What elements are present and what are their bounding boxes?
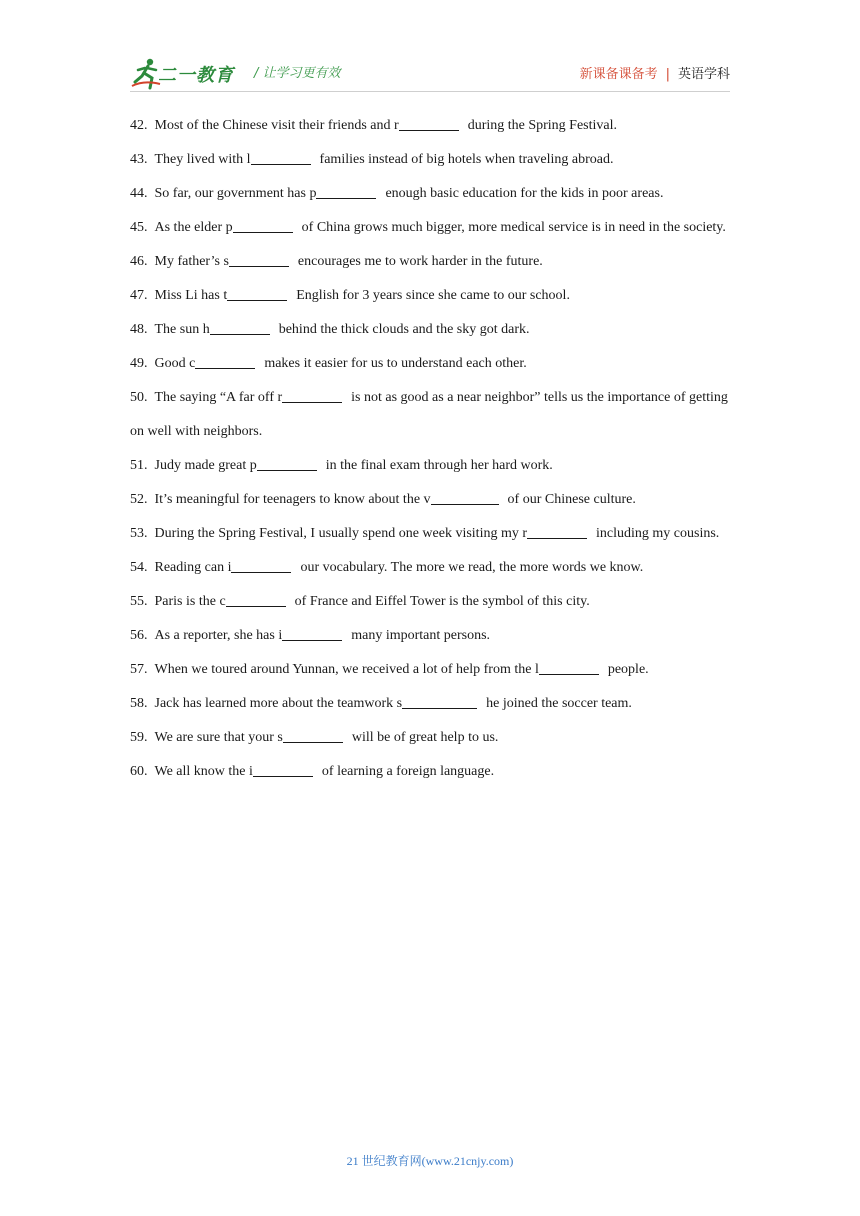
item-text-before: Judy made great p	[154, 458, 257, 473]
page-footer: 21 世纪教育网(www.21cnjy.com)	[346, 1154, 514, 1168]
exercise-item	[130, 347, 734, 381]
exercise-item	[130, 721, 734, 755]
header-right	[580, 63, 730, 82]
item-number: 49.	[130, 356, 148, 371]
exercise-item	[130, 687, 734, 721]
answer-blank[interactable]	[539, 659, 599, 675]
item-text-after: will be of great help to us.	[351, 730, 499, 745]
item-text-after: English for 3 years since she came to our school.	[296, 288, 570, 303]
item-text-after: in the final exam through her hard work.	[325, 458, 553, 473]
exercise-item	[130, 109, 734, 143]
item-number: 57.	[130, 662, 148, 677]
exercise-item	[130, 585, 734, 619]
answer-blank[interactable]	[282, 387, 342, 403]
item-number: 59.	[130, 730, 148, 745]
answer-blank[interactable]	[282, 625, 342, 641]
answer-blank[interactable]	[257, 455, 317, 471]
exercise-item	[130, 245, 734, 279]
page-header	[130, 56, 730, 92]
item-text-before: So far, our government has p	[154, 186, 317, 201]
answer-blank[interactable]	[251, 149, 311, 165]
answer-blank[interactable]	[231, 557, 291, 573]
item-text-before: My father’s s	[154, 254, 229, 269]
item-text-after: during the Spring Festival.	[467, 118, 618, 133]
item-number: 54.	[130, 560, 148, 575]
item-text-after: encourages me to work harder in the future.	[297, 254, 543, 269]
answer-blank[interactable]	[195, 353, 255, 369]
item-text-after: behind the thick clouds and the sky got dark.	[278, 322, 530, 337]
answer-blank[interactable]	[210, 319, 270, 335]
exercise-item	[130, 143, 734, 177]
item-number: 44.	[130, 186, 148, 201]
item-text-after: enough basic education for the kids in poor areas.	[385, 186, 664, 201]
exercise-item	[130, 551, 734, 585]
answer-blank[interactable]	[431, 489, 499, 505]
item-text-before: The sun h	[154, 322, 210, 337]
item-text-before: Paris is the c	[154, 594, 226, 609]
item-text-after: of learning a foreign language.	[321, 764, 495, 779]
answer-blank[interactable]	[253, 761, 313, 777]
exercise-item	[130, 177, 734, 211]
answer-blank[interactable]	[402, 693, 477, 709]
item-number: 51.	[130, 458, 148, 473]
slogan: / 让学习更有效	[254, 66, 341, 81]
answer-blank[interactable]	[527, 523, 587, 539]
item-text-before: We are sure that your s	[154, 730, 283, 745]
item-text-after: he joined the soccer team.	[486, 696, 632, 711]
item-number: 52.	[130, 492, 148, 507]
logo-text: 二一教育	[158, 65, 234, 86]
item-text-after: many important persons.	[351, 628, 491, 643]
item-number: 45.	[130, 220, 148, 235]
answer-blank[interactable]	[399, 115, 459, 131]
item-text-before: As the elder p	[154, 220, 233, 235]
exercise-item	[130, 449, 734, 483]
item-number: 50.	[130, 390, 148, 405]
item-number: 56.	[130, 628, 148, 643]
answer-blank[interactable]	[283, 727, 343, 743]
exercise-item	[130, 211, 734, 245]
item-number: 42.	[130, 118, 148, 133]
item-text-before: As a reporter, she has i	[154, 628, 283, 643]
item-number: 48.	[130, 322, 148, 337]
item-text-after: is not as good as a near neighbor” tells us the importance of getting on well with neighbors.	[130, 390, 728, 439]
item-text-before: Jack has learned more about the teamwork s	[154, 696, 403, 711]
header-separator: |	[665, 67, 670, 82]
subject-label: 英语学科	[677, 67, 730, 82]
item-text-before: Most of the Chinese visit their friends and r	[154, 118, 399, 133]
item-text-before: During the Spring Festival, I usually spend one week visiting my r	[154, 526, 528, 541]
logo	[130, 56, 240, 92]
exercise-item	[130, 653, 734, 687]
item-number: 58.	[130, 696, 148, 711]
exercise-item	[130, 517, 734, 551]
item-text-after: makes it easier for us to understand each other.	[264, 356, 527, 371]
exercise-item	[130, 381, 734, 449]
item-number: 60.	[130, 764, 148, 779]
answer-blank[interactable]	[233, 217, 293, 233]
item-text-before: They lived with l	[154, 152, 251, 167]
item-number: 47.	[130, 288, 148, 303]
exercise-item	[130, 755, 734, 789]
exercise-item	[130, 483, 734, 517]
item-number: 53.	[130, 526, 148, 541]
item-number: 43.	[130, 152, 148, 167]
answer-blank[interactable]	[229, 251, 289, 267]
item-text-after: including my cousins.	[596, 526, 720, 541]
answer-blank[interactable]	[227, 285, 287, 301]
exercise-list	[130, 109, 734, 789]
item-text-before: Reading can i	[154, 560, 232, 575]
item-text-before: Miss Li has t	[154, 288, 228, 303]
exercise-item	[130, 279, 734, 313]
item-text-before: Good c	[154, 356, 196, 371]
item-text-after: of France and Eiffel Tower is the symbol of this city.	[294, 594, 590, 609]
item-text-before: The saying “A far off r	[154, 390, 283, 405]
exercise-item	[130, 313, 734, 347]
item-text-after: our vocabulary. The more we read, the more words we know.	[300, 560, 644, 575]
item-text-before: When we toured around Yunnan, we received a lot of help from the l	[154, 662, 539, 677]
item-number: 46.	[130, 254, 148, 269]
item-text-before: We all know the i	[154, 764, 253, 779]
item-number: 55.	[130, 594, 148, 609]
item-text-before: It’s meaningful for teenagers to know about the v	[154, 492, 431, 507]
course-label: 新课备课备考	[579, 67, 658, 82]
exercise-item	[130, 619, 734, 653]
answer-blank[interactable]	[226, 591, 286, 607]
item-text-after: of China grows much bigger, more medical service is in need in the society.	[301, 220, 726, 235]
item-text-after: people.	[607, 662, 649, 677]
item-text-after: of our Chinese culture.	[507, 492, 636, 507]
header-divider	[130, 91, 730, 92]
answer-blank[interactable]	[316, 183, 376, 199]
item-text-after: families instead of big hotels when traveling abroad.	[319, 152, 614, 167]
